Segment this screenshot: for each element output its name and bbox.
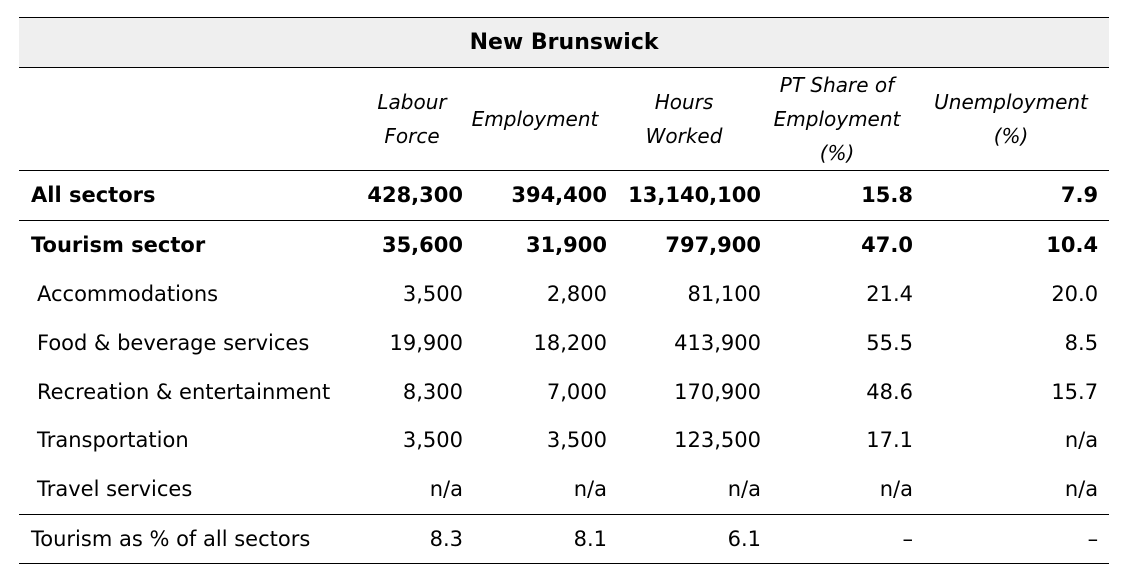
cell-labour-force: 3,500 bbox=[402, 281, 463, 306]
header-line: Employment bbox=[773, 107, 901, 131]
cell-hours-worked: 81,100 bbox=[687, 281, 761, 306]
cell-hours-worked: 170,900 bbox=[674, 379, 761, 404]
cell-pt-share: n/a bbox=[761, 465, 913, 514]
cell-pt-share: 55.5 bbox=[866, 330, 913, 355]
cell-hours-worked: 797,900 bbox=[665, 233, 761, 258]
cell-labour-force: 35,600 bbox=[381, 233, 463, 258]
table-row-recreation bbox=[19, 367, 1109, 416]
header-line: Labour bbox=[377, 90, 447, 114]
table-row-all-sectors bbox=[19, 171, 1109, 221]
cell-employment: 2,800 bbox=[546, 281, 607, 306]
table-row-accommodations bbox=[19, 270, 1109, 319]
cell-employment: 8.1 bbox=[463, 514, 607, 564]
row-label: Accommodations bbox=[37, 281, 219, 306]
cell-hours-worked: 123,500 bbox=[674, 428, 761, 453]
header-labour-force bbox=[361, 68, 463, 171]
cell-employment: 7,000 bbox=[546, 379, 607, 404]
header-employment bbox=[463, 68, 607, 171]
header-hours-worked bbox=[607, 68, 761, 171]
cell-labour-force: 19,900 bbox=[389, 330, 463, 355]
header-pt-share bbox=[761, 68, 913, 171]
cell-labour-force: 8.3 bbox=[361, 514, 463, 564]
employment-table-container bbox=[19, 17, 1109, 564]
header-line: Hours bbox=[654, 90, 714, 114]
cell-employment: 394,400 bbox=[463, 171, 607, 221]
cell-pt-share: 21.4 bbox=[866, 281, 913, 306]
row-label: Travel services bbox=[19, 465, 361, 514]
row-label: Tourism sector bbox=[31, 233, 206, 258]
cell-unemployment: n/a bbox=[1064, 428, 1099, 453]
column-header-row bbox=[19, 68, 1109, 171]
table-title: New Brunswick bbox=[19, 18, 1109, 68]
cell-hours-worked: 413,900 bbox=[674, 330, 761, 355]
table-row-food-beverage bbox=[19, 318, 1109, 367]
row-label: Transportation bbox=[37, 428, 189, 453]
cell-pt-share: – bbox=[761, 514, 913, 564]
cell-labour-force: 8,300 bbox=[402, 379, 463, 404]
cell-labour-force: 428,300 bbox=[361, 171, 463, 221]
row-label-header bbox=[19, 68, 361, 171]
cell-unemployment: 15.7 bbox=[1051, 379, 1099, 404]
cell-employment: 31,900 bbox=[525, 233, 607, 258]
cell-pt-share: 17.1 bbox=[866, 428, 913, 453]
header-line: Unemployment bbox=[934, 90, 1088, 114]
row-label: All sectors bbox=[19, 171, 361, 221]
row-label: Tourism as % of all sectors bbox=[19, 514, 361, 564]
cell-pt-share: 47.0 bbox=[861, 233, 913, 258]
cell-employment: n/a bbox=[463, 465, 607, 514]
cell-unemployment: n/a bbox=[913, 465, 1109, 514]
header-line: (%) bbox=[993, 124, 1029, 148]
header-unemployment bbox=[913, 68, 1109, 171]
header-line: Force bbox=[384, 124, 440, 148]
cell-labour-force: 3,500 bbox=[402, 428, 463, 453]
cell-unemployment: 8.5 bbox=[1064, 330, 1099, 355]
header-line: Employment bbox=[471, 107, 599, 131]
table-row-travel-services bbox=[19, 465, 1109, 514]
employment-table bbox=[19, 17, 1109, 564]
cell-pt-share: 15.8 bbox=[761, 171, 913, 221]
cell-pt-share: 48.6 bbox=[866, 379, 913, 404]
cell-labour-force: n/a bbox=[361, 465, 463, 514]
cell-hours-worked: 13,140,100 bbox=[607, 171, 761, 221]
cell-unemployment: – bbox=[913, 514, 1109, 564]
cell-unemployment: 10.4 bbox=[1046, 233, 1099, 258]
cell-unemployment: 20.0 bbox=[1051, 281, 1099, 306]
table-title-row bbox=[19, 18, 1109, 68]
table-row-transportation bbox=[19, 416, 1109, 465]
header-line: (%) bbox=[819, 141, 855, 165]
cell-hours-worked: 6.1 bbox=[607, 514, 761, 564]
cell-employment: 3,500 bbox=[546, 428, 607, 453]
cell-unemployment: 7.9 bbox=[913, 171, 1109, 221]
row-label: Recreation & entertainment bbox=[37, 379, 331, 404]
table-row-tourism-sector bbox=[19, 220, 1109, 269]
cell-hours-worked: n/a bbox=[607, 465, 761, 514]
cell-employment: 18,200 bbox=[533, 330, 607, 355]
header-line: Worked bbox=[645, 124, 723, 148]
header-line: PT Share of bbox=[779, 73, 895, 97]
row-label: Food & beverage services bbox=[37, 330, 310, 355]
table-row-tourism-share bbox=[19, 514, 1109, 564]
